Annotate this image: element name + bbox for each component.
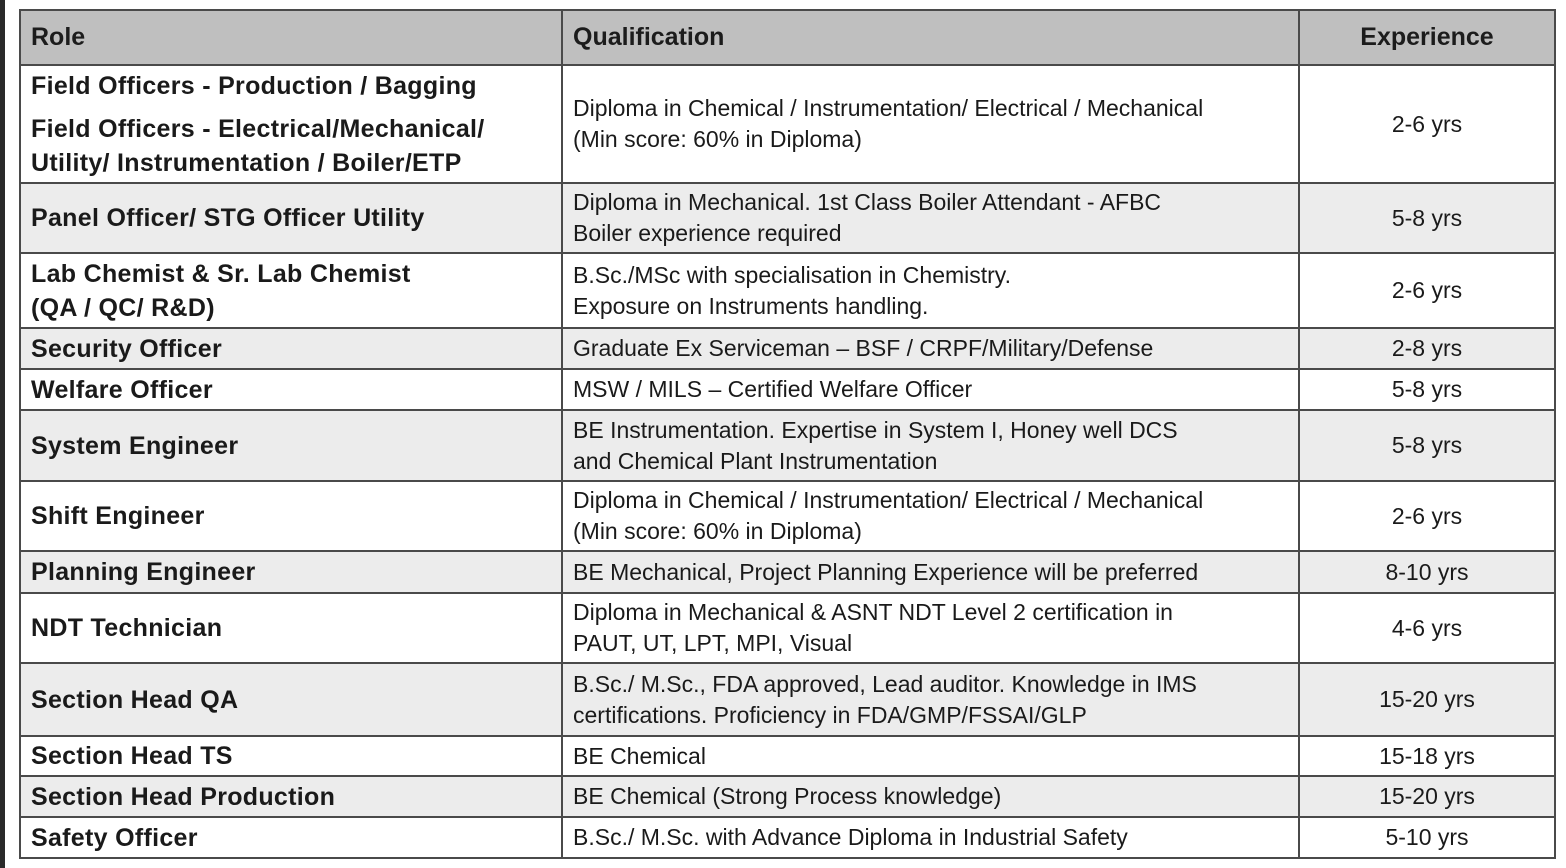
experience-cell: 15-18 yrs [1299, 736, 1555, 776]
table-row [20, 410, 1555, 481]
experience-cell: 5-8 yrs [1299, 410, 1555, 481]
qualification-line: B.Sc./ M.Sc., FDA approved, Lead auditor. Knowledge in IMS [573, 670, 1197, 697]
qualification-line: BE Mechanical, Project Planning Experience will be preferred [573, 558, 1199, 585]
table-row [20, 65, 1555, 183]
table-row [20, 481, 1555, 551]
qualification-cell [562, 253, 1299, 328]
qualification-line: Graduate Ex Serviceman – BSF / CRPF/Military/Defense [573, 335, 1154, 361]
role-line: Section Head QA [31, 685, 239, 714]
qualification-line: certifications. Proficiency in FDA/GMP/FSSAI/GLP [573, 701, 1087, 728]
qualification-cell [562, 817, 1299, 858]
experience-cell: 5-8 yrs [1299, 369, 1555, 410]
role-line: Panel Officer/ STG Officer Utility [31, 204, 425, 232]
qualification-cell [562, 410, 1299, 481]
qualification-line: and Chemical Plant Instrumentation [573, 447, 938, 474]
experience-cell: 2-6 yrs [1299, 253, 1555, 328]
qualification-cell [562, 481, 1299, 551]
role-line: System Engineer [31, 431, 239, 460]
left-edge-border [0, 0, 5, 868]
header-role: Role [20, 10, 562, 65]
experience-cell: 8-10 yrs [1299, 551, 1555, 593]
qualification-cell [562, 776, 1299, 817]
qualification-line: Diploma in Mechanical & ASNT NDT Level 2 certification in [573, 599, 1173, 625]
role-cell [20, 736, 562, 776]
role-cell [20, 481, 562, 551]
qualification-line: Boiler experience required [573, 220, 842, 246]
role-cell [20, 253, 562, 328]
qualification-cell [562, 593, 1299, 663]
qualification-line: MSW / MILS – Certified Welfare Officer [573, 376, 973, 402]
role-cell [20, 410, 562, 481]
qualification-cell [562, 65, 1299, 183]
table-row [20, 369, 1555, 410]
role-cell [20, 593, 562, 663]
table-header-row [20, 10, 1555, 65]
table-row [20, 776, 1555, 817]
role-line: Section Head Production [31, 782, 336, 811]
role-cell [20, 551, 562, 593]
role-line: Shift Engineer [31, 502, 205, 530]
table-row [20, 253, 1555, 328]
qualification-cell [562, 551, 1299, 593]
role-line: Field Officers - Production / Bagging [31, 71, 477, 100]
qualification-line: B.Sc./ M.Sc. with Advance Diploma in Industrial Safety [573, 824, 1128, 850]
experience-cell: 2-6 yrs [1299, 65, 1555, 183]
table-row [20, 551, 1555, 593]
role-cell [20, 776, 562, 817]
experience-cell: 15-20 yrs [1299, 663, 1555, 736]
role-line: Security Officer [31, 334, 222, 363]
jobs-table [19, 9, 1556, 859]
qualification-line: BE Chemical [573, 742, 706, 769]
header-qualification: Qualification [562, 10, 1299, 65]
table-row [20, 736, 1555, 776]
experience-cell: 2-8 yrs [1299, 328, 1555, 369]
table-row [20, 183, 1555, 253]
experience-cell: 4-6 yrs [1299, 593, 1555, 663]
role-line: (QA / QC/ R&D) [31, 293, 215, 322]
table-row [20, 593, 1555, 663]
qualification-line: (Min score: 60% in Diploma) [573, 126, 862, 152]
role-line: Safety Officer [31, 823, 198, 852]
header-experience: Experience [1299, 10, 1555, 65]
qualification-line: PAUT, UT, LPT, MPI, Visual [573, 630, 853, 656]
qualification-cell [562, 328, 1299, 369]
experience-cell: 5-10 yrs [1299, 817, 1555, 858]
role-cell [20, 65, 562, 183]
role-cell [20, 328, 562, 369]
experience-cell: 2-6 yrs [1299, 481, 1555, 551]
qualification-line: Diploma in Chemical / Instrumentation/ Electrical / Mechanical [573, 487, 1204, 513]
role-line: Welfare Officer [31, 375, 213, 404]
table-row [20, 328, 1555, 369]
qualification-line: (Min score: 60% in Diploma) [573, 518, 862, 544]
role-cell [20, 369, 562, 410]
qualification-line: Exposure on Instruments handling. [573, 292, 929, 319]
role-cell [20, 663, 562, 736]
role-cell [20, 817, 562, 858]
qualification-line: Diploma in Mechanical. 1st Class Boiler Attendant - AFBC [573, 189, 1162, 215]
role-line: Planning Engineer [31, 558, 256, 586]
role-line: Section Head TS [31, 742, 233, 770]
role-line: NDT Technician [31, 614, 223, 642]
experience-cell: 5-8 yrs [1299, 183, 1555, 253]
qualification-line: B.Sc./MSc with specialisation in Chemistry. [573, 261, 1011, 288]
experience-cell: 15-20 yrs [1299, 776, 1555, 817]
qualification-line: BE Instrumentation. Expertise in System I, Honey well DCS [573, 416, 1178, 443]
table-row [20, 663, 1555, 736]
role-line: Utility/ Instrumentation / Boiler/ETP [31, 148, 462, 177]
qualification-line: BE Chemical (Strong Process knowledge) [573, 783, 1002, 809]
role-cell [20, 183, 562, 253]
qualification-cell [562, 736, 1299, 776]
table-row [20, 817, 1555, 858]
qualification-cell [562, 183, 1299, 253]
role-line: Lab Chemist & Sr. Lab Chemist [31, 259, 411, 288]
qualification-cell [562, 369, 1299, 410]
role-line: Field Officers - Electrical/Mechanical/ [31, 114, 485, 143]
qualification-cell [562, 663, 1299, 736]
qualification-line: Diploma in Chemical / Instrumentation/ Electrical / Mechanical [573, 95, 1204, 121]
